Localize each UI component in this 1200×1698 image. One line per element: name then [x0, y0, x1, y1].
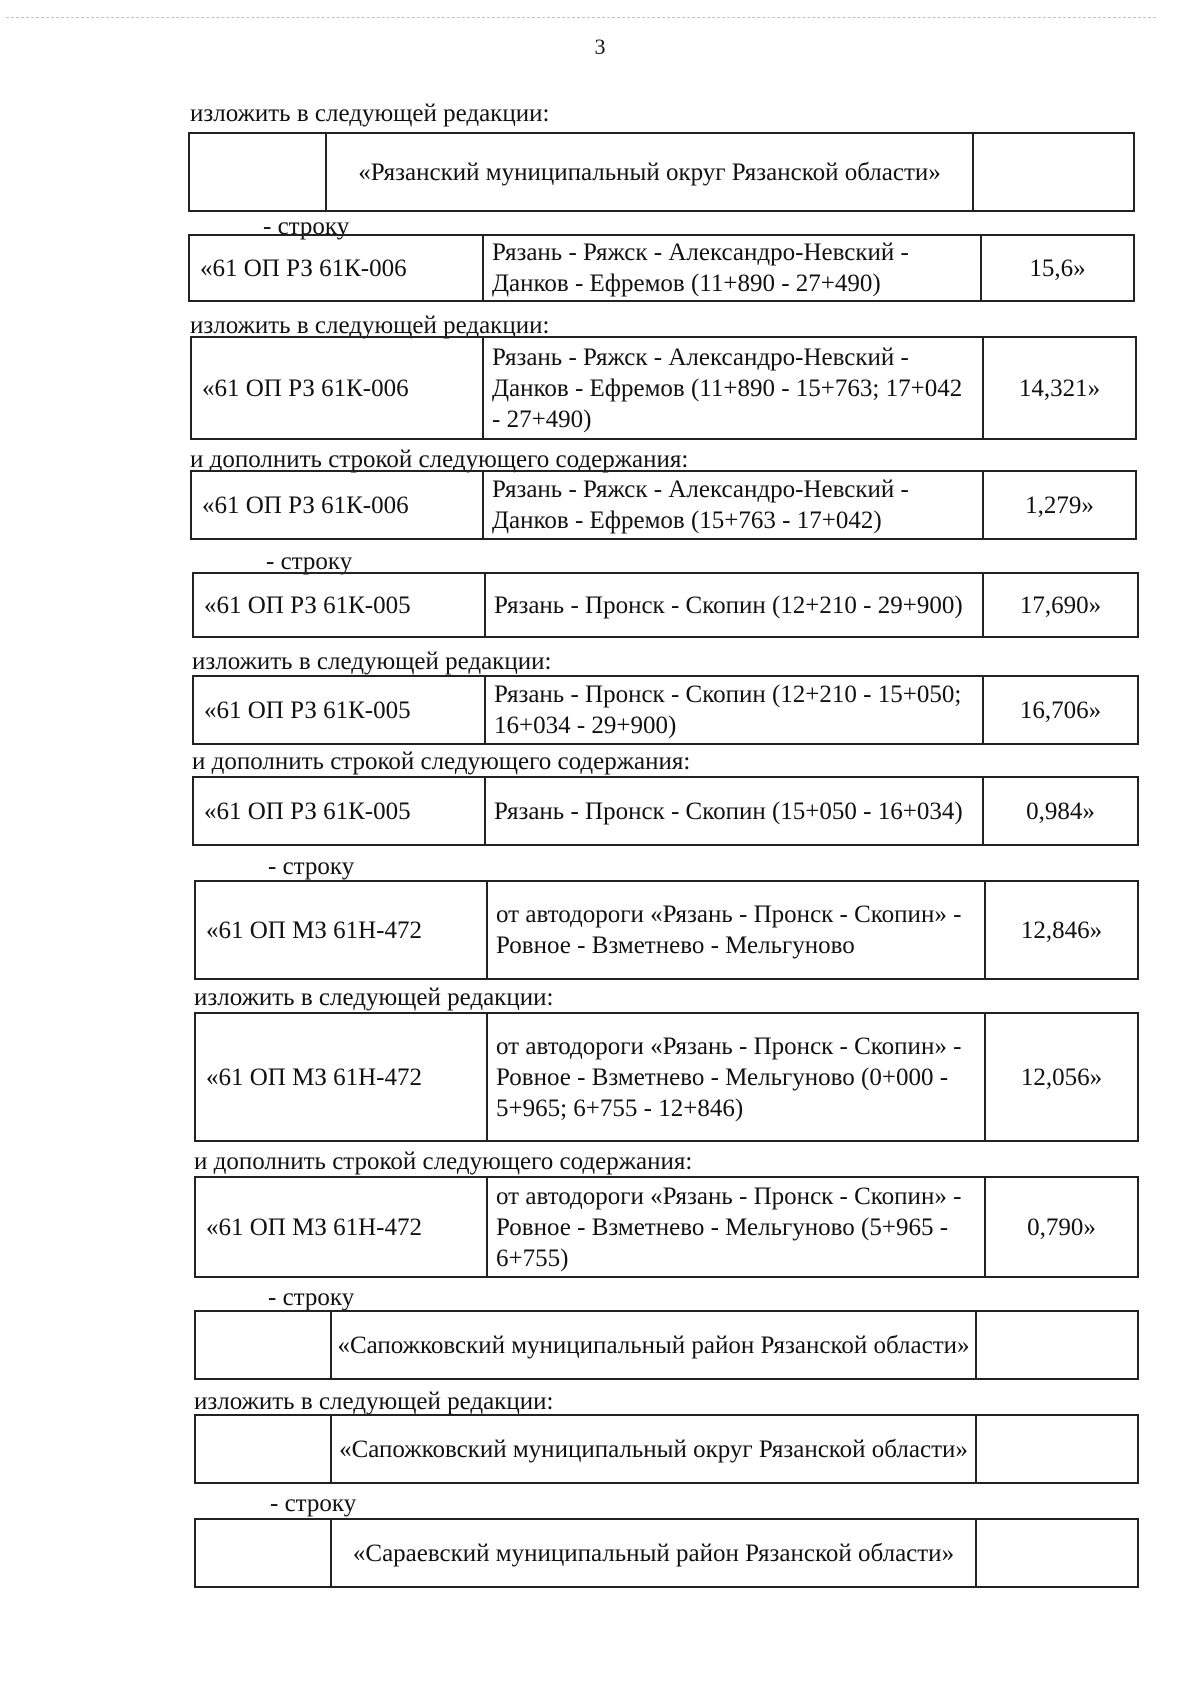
road-name-cell: от автодороги «Рязань - Пронск - Скопин» - Ровное - Взметнево - Мельгуново [486, 882, 986, 978]
instruction-row: - строку [268, 1284, 355, 1311]
road-name-cell: от автодороги «Рязань - Пронск - Скопин» - Ровное - Взметнево - Мельгуново (0+000 - 5+965; 6+755 - 12+846) [486, 1014, 986, 1140]
road-code-cell: «61 ОП МЗ 61Н-472 [206, 1063, 422, 1091]
instruction-add: и дополнить строкой следующего содержания: [194, 1148, 693, 1175]
region-cell: «Сараевский муниципальный район Рязанской области» [330, 1520, 977, 1586]
instruction-edit: изложить в следующей редакции: [190, 312, 550, 339]
road-code-cell: «61 ОП РЗ 61К-005 [204, 797, 411, 825]
road-code-cell: «61 ОП МЗ 61Н-472 [206, 916, 422, 944]
road-code-cell: «61 ОП РЗ 61К-006 [200, 254, 407, 282]
road-name-cell: Рязань - Пронск - Скопин (15+050 - 16+034) [484, 778, 984, 844]
road-length-cell: 15,6» [1029, 254, 1086, 282]
road-name-cell: Рязань - Пронск - Скопин (12+210 - 15+050; 16+034 - 29+900) [484, 677, 984, 743]
table-row [194, 1012, 1139, 1142]
table-row [192, 776, 1139, 846]
road-name-cell: Рязань - Ряжск - Александро-Невский - Данков - Ефремов (11+890 - 15+763; 17+042 - 27+490) [482, 338, 984, 438]
region-cell: «Сапожковский муниципальный район Рязанской области» [330, 1312, 977, 1378]
region-cell: «Рязанский муниципальный округ Рязанской области» [325, 134, 974, 210]
road-name-cell: Рязань - Ряжск - Александро-Невский - Данков - Ефремов (15+763 - 17+042) [482, 472, 984, 538]
table-row [194, 1414, 1139, 1484]
table-row [194, 1518, 1139, 1588]
instruction-edit: изложить в следующей редакции: [192, 648, 552, 675]
instruction-edit: изложить в следующей редакции: [190, 100, 550, 127]
table-row [194, 1310, 1139, 1380]
table-row [190, 470, 1137, 540]
empty-cell [977, 1416, 1137, 1482]
instruction-row: - строку [263, 213, 350, 240]
road-length-cell: 1,279» [1025, 491, 1094, 519]
instruction-row: - строку [268, 853, 355, 880]
road-length-cell: 0,984» [1026, 797, 1095, 825]
road-name-cell: Рязань - Пронск - Скопин (12+210 - 29+900) [484, 574, 984, 636]
instruction-row: - строку [270, 1490, 357, 1517]
road-code-cell: «61 ОП РЗ 61К-006 [202, 374, 409, 402]
table-row [192, 675, 1139, 745]
region-cell: «Сапожковский муниципальный округ Рязанской области» [330, 1416, 977, 1482]
instruction-add: и дополнить строкой следующего содержания: [192, 748, 691, 775]
road-length-cell: 12,846» [1020, 916, 1103, 944]
instruction-edit: изложить в следующей редакции: [194, 984, 554, 1011]
road-length-cell: 16,706» [1019, 696, 1102, 724]
instruction-add: и дополнить строкой следующего содержания: [190, 446, 689, 473]
table-row [194, 880, 1139, 980]
empty-cell [977, 1312, 1137, 1378]
table-row [188, 234, 1135, 302]
table-row [190, 336, 1137, 440]
road-code-cell: «61 ОП РЗ 61К-005 [204, 591, 411, 619]
empty-cell [190, 134, 325, 210]
table-row [194, 1176, 1139, 1278]
empty-cell [974, 134, 1133, 210]
table-row [188, 132, 1135, 212]
road-length-cell: 17,690» [1019, 591, 1102, 619]
page-number: 3 [594, 34, 606, 59]
table-row [192, 572, 1139, 638]
road-code-cell: «61 ОП МЗ 61Н-472 [206, 1213, 422, 1241]
instruction-row: - строку [266, 548, 353, 575]
road-name-cell: от автодороги «Рязань - Пронск - Скопин» - Ровное - Взметнево - Мельгуново (5+965 - 6+755) [486, 1178, 986, 1276]
empty-cell [196, 1312, 330, 1378]
empty-cell [977, 1520, 1137, 1586]
road-length-cell: 0,790» [1027, 1213, 1096, 1241]
empty-cell [196, 1520, 330, 1586]
road-name-cell: Рязань - Ряжск - Александро-Невский - Данков - Ефремов (11+890 - 27+490) [482, 236, 982, 300]
instruction-edit: изложить в следующей редакции: [194, 1388, 554, 1415]
scan-edge-line [6, 17, 1156, 18]
road-length-cell: 12,056» [1020, 1063, 1103, 1091]
empty-cell [196, 1416, 330, 1482]
road-length-cell: 14,321» [1018, 374, 1101, 402]
road-code-cell: «61 ОП РЗ 61К-005 [204, 696, 411, 724]
road-code-cell: «61 ОП РЗ 61К-006 [202, 491, 409, 519]
